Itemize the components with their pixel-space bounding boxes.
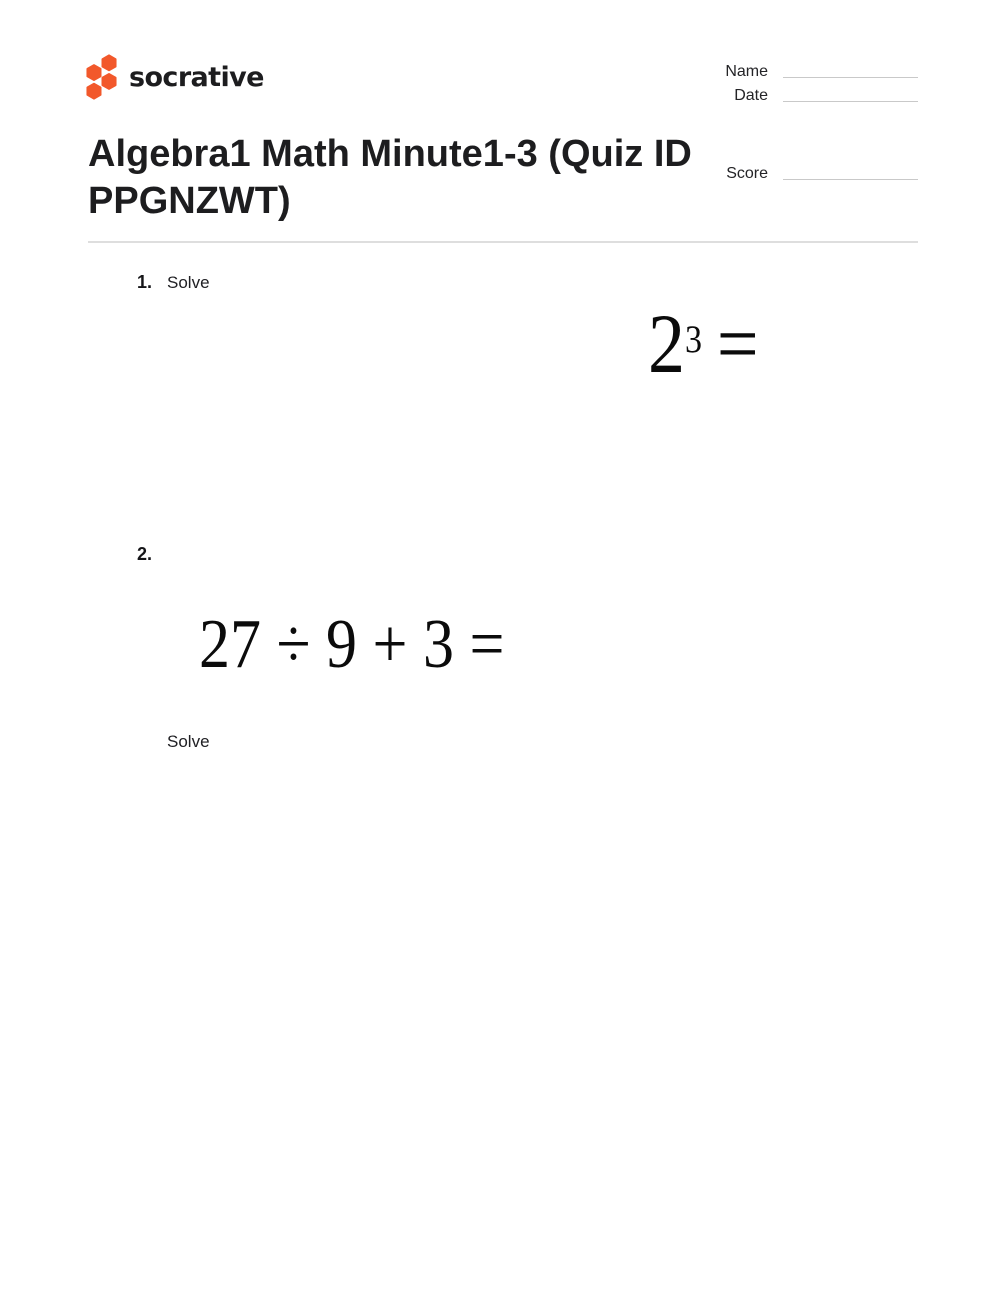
socrative-hexagons-icon: [85, 54, 118, 100]
question-1-number: 1.: [137, 272, 153, 292]
equation-1-exponent: 3: [685, 318, 703, 362]
question-2-number: 2.: [137, 544, 153, 564]
quiz-title-line1: Algebra1 Math Minute1-3 (Quiz ID: [88, 133, 692, 175]
header-divider: [88, 241, 918, 243]
quiz-title-line2: PPGNZWT): [88, 180, 291, 222]
score-label: Score: [726, 165, 768, 182]
date-blank-line: [783, 101, 918, 102]
date-label: Date: [734, 87, 768, 104]
question-2-prompt: Solve: [167, 732, 210, 751]
name-label: Name: [725, 63, 768, 80]
question-1-prompt: Solve: [167, 273, 210, 292]
score-field: [706, 164, 918, 183]
socrative-logo: [85, 54, 264, 100]
name-field: [706, 62, 918, 81]
equation-1-base: 2: [648, 297, 685, 392]
score-blank-line: [783, 179, 918, 180]
question-1: [137, 272, 210, 293]
name-blank-line: [783, 77, 918, 78]
equation-1-equals: =: [716, 297, 759, 392]
question-2-equation: 27 ÷ 9 + 3 =: [199, 606, 505, 683]
quiz-title: [88, 131, 692, 225]
brand-name: socrative: [129, 61, 264, 93]
date-field: [706, 86, 918, 105]
question-1-equation: [648, 297, 759, 392]
